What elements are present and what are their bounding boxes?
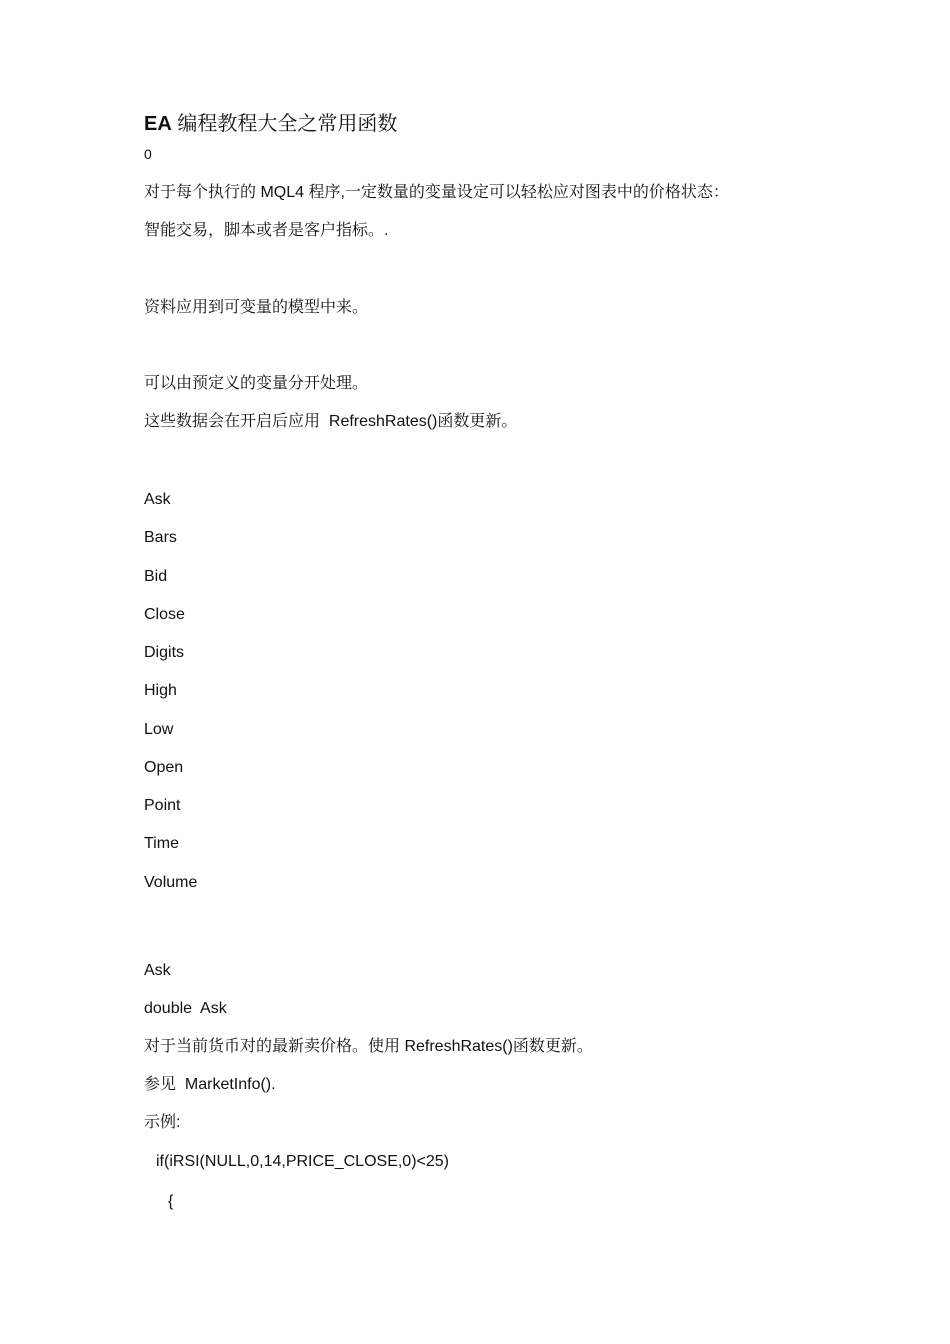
intro-paragraph-2: 智能交易，脚本或者是客户指标。. xyxy=(144,222,389,239)
intro-paragraph-3: 资料应用到可变量的模型中来。 xyxy=(144,299,369,316)
variable-item: Digits xyxy=(144,644,185,661)
variable-item: High xyxy=(144,682,177,699)
title-text: 编程教程大全之常用函数 xyxy=(171,113,398,135)
document-title xyxy=(144,112,397,136)
variable-item: Close xyxy=(144,606,185,623)
ask-description: 对于当前货币对的最新卖价格。使用 RefreshRates()函数更新。 xyxy=(144,1038,593,1055)
ask-heading: Ask xyxy=(144,962,171,979)
variable-item: Bars xyxy=(144,529,177,546)
ask-example-label: 示例: xyxy=(144,1114,181,1131)
intro-paragraph-4: 可以由预定义的变量分开处理。 xyxy=(144,375,369,392)
intro-paragraph-5: 这些数据会在开启后应用 RefreshRates()函数更新。 xyxy=(144,413,518,430)
variable-item: Open xyxy=(144,759,184,776)
variable-item: Volume xyxy=(144,874,198,891)
ask-code-line-2: { xyxy=(168,1193,174,1210)
variable-item: Low xyxy=(144,721,174,738)
ask-declaration: double Ask xyxy=(144,1000,227,1017)
intro-paragraph-1: 对于每个执行的 MQL4 程序,一定数量的变量设定可以轻松应对图表中的价格状态： xyxy=(144,184,729,201)
ask-code-line-1: if(iRSI(NULL,0,14,PRICE_CLOSE,0)<25) xyxy=(156,1153,449,1170)
variable-item: Bid xyxy=(144,568,168,585)
ask-see-also: 参见 MarketInfo(). xyxy=(144,1076,276,1093)
variable-item: Point xyxy=(144,797,181,814)
variable-item: Ask xyxy=(144,491,171,508)
document-subtitle: 0 xyxy=(144,146,152,162)
variable-item: Time xyxy=(144,835,179,852)
title-prefix: EA xyxy=(144,113,172,135)
